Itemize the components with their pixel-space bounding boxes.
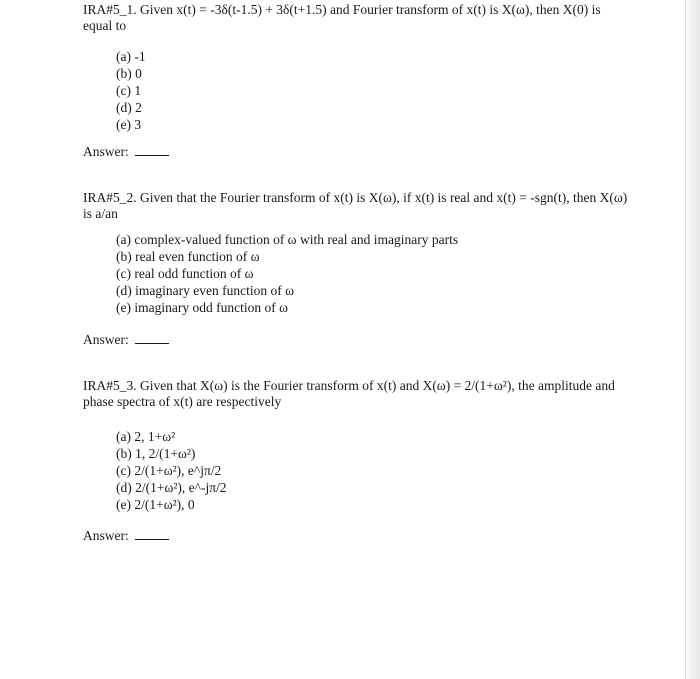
answer-blank[interactable] — [135, 143, 169, 156]
option: (a) complex-valued function of ω with real and imaginary parts — [116, 232, 459, 247]
option: (c) 2/(1+ω²), e^jπ/2 — [116, 463, 222, 478]
option: (b) 0 — [116, 66, 142, 81]
option: (e) 3 — [116, 117, 142, 132]
answer-blank[interactable] — [135, 331, 169, 344]
question-2: IRA#5_2. Given that the Fourier transform of x(t) is X(ω), if x(t) is real and x(t) = -sgn(t), then X(ω) is a/an — [83, 190, 628, 221]
page-edge — [685, 0, 700, 679]
answer-label: Answer: — [83, 144, 129, 159]
question-3: IRA#5_3. Given that X(ω) is the Fourier transform of x(t) and X(ω) = 2/(1+ω²), the amplitude and phase spectra of x(t) are respectively — [83, 378, 615, 409]
question-3-options — [116, 428, 227, 513]
option: (d) imaginary even function of ω — [116, 283, 294, 298]
option: (c) 1 — [116, 83, 142, 98]
option: (a) -1 — [116, 49, 146, 64]
answer-label: Answer: — [83, 332, 129, 347]
answer-blank[interactable] — [135, 527, 169, 540]
question-2-options — [116, 231, 458, 316]
option: (d) 2 — [116, 100, 142, 115]
option: (b) 1, 2/(1+ω²) — [116, 446, 196, 461]
answer-line-3 — [83, 527, 169, 544]
question-1-options — [116, 48, 146, 133]
option: (e) 2/(1+ω²), 0 — [116, 497, 195, 512]
option: (d) 2/(1+ω²), e^-jπ/2 — [116, 480, 227, 495]
option: (c) real odd function of ω — [116, 266, 254, 281]
answer-label: Answer: — [83, 528, 129, 543]
answer-line-1 — [83, 143, 169, 160]
option: (e) imaginary odd function of ω — [116, 300, 288, 315]
answer-line-2 — [83, 331, 169, 348]
option: (b) real even function of ω — [116, 249, 260, 264]
option: (a) 2, 1+ω² — [116, 429, 176, 444]
question-1: IRA#5_1. Given x(t) = -3δ(t-1.5) + 3δ(t+1.5) and Fourier transform of x(t) is X(ω), then X(0) is equal to — [83, 2, 601, 33]
